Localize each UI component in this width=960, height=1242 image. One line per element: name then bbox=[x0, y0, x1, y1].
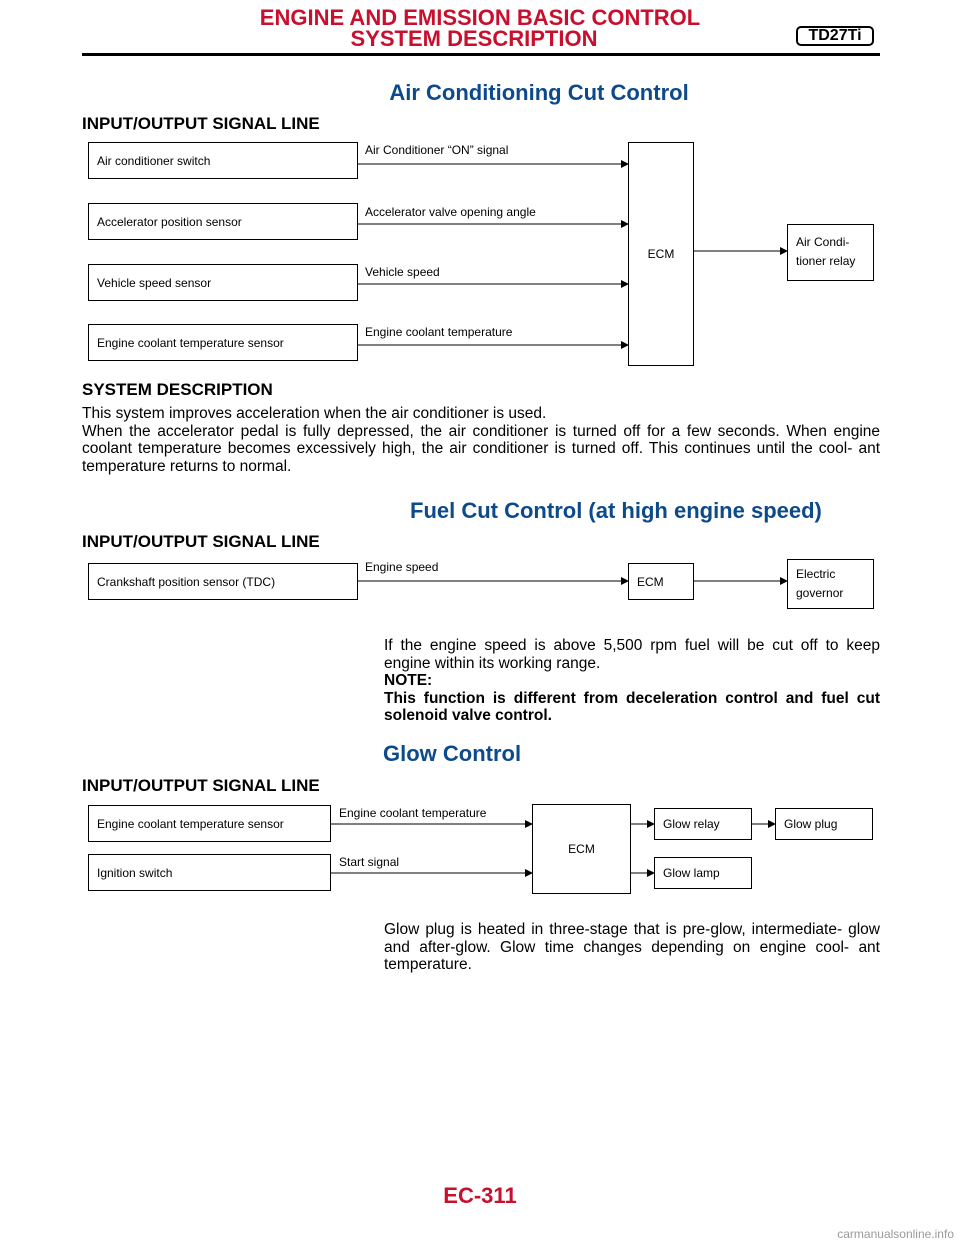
glow-coolant-signal-label: Engine coolant temperature bbox=[339, 806, 487, 820]
fuel-cut-text bbox=[384, 637, 880, 725]
start-signal-label: Start signal bbox=[339, 855, 400, 869]
fuel-cut-title: Fuel Cut Control (at high engine speed) bbox=[410, 498, 822, 523]
governor-line1: Electric bbox=[796, 567, 836, 581]
fuel-cut-ecm-box: ECM bbox=[628, 563, 694, 600]
ac-cut-io-heading: INPUT/OUTPUT SIGNAL LINE bbox=[82, 114, 320, 133]
page-number: EC-311 bbox=[443, 1183, 517, 1208]
ac-switch-box: Air conditioner switch bbox=[88, 142, 358, 179]
watermark: carmanualsonline.info bbox=[837, 1227, 954, 1241]
glow-control-title: Glow Control bbox=[383, 741, 522, 766]
vehicle-speed-signal-label: Vehicle speed bbox=[365, 265, 440, 279]
header-title-line2: SYSTEM DESCRIPTION bbox=[350, 26, 598, 51]
engine-speed-signal-label: Engine speed bbox=[365, 560, 439, 574]
vehicle-speed-sensor-box: Vehicle speed sensor bbox=[88, 264, 358, 301]
ac-description-para1: This system improves acceleration when the air conditioner is used. bbox=[82, 405, 547, 422]
glow-plug-box: Glow plug bbox=[775, 808, 873, 840]
ac-relay-line2: tioner relay bbox=[796, 254, 856, 268]
governor-line2: governor bbox=[796, 586, 844, 600]
ac-ecm-box: ECM bbox=[628, 142, 694, 366]
electric-governor-box bbox=[787, 559, 874, 609]
glow-lamp-box: Glow lamp bbox=[654, 857, 752, 889]
glow-coolant-sensor-box: Engine coolant temperature sensor bbox=[88, 805, 331, 842]
coolant-temp-sensor-box: Engine coolant temperature sensor bbox=[88, 324, 358, 361]
ac-relay-box bbox=[787, 224, 874, 281]
header-title-line1: ENGINE AND EMISSION BASIC CONTROL bbox=[259, 5, 701, 30]
header-rule bbox=[82, 53, 880, 56]
model-badge: TD27Ti bbox=[796, 26, 874, 46]
fuel-cut-note: This function is different from deceleration control and fuel cut solenoid valve control. bbox=[384, 689, 880, 724]
crankshaft-sensor-box: Crankshaft position sensor (TDC) bbox=[88, 563, 358, 600]
glow-io-heading: INPUT/OUTPUT SIGNAL LINE bbox=[82, 776, 320, 795]
ac-cut-title: Air Conditioning Cut Control bbox=[389, 80, 689, 105]
fuel-cut-io-heading: INPUT/OUTPUT SIGNAL LINE bbox=[82, 532, 320, 551]
ac-description-text bbox=[82, 405, 880, 475]
accel-angle-signal-label: Accelerator valve opening angle bbox=[365, 205, 536, 219]
glow-relay-box: Glow relay bbox=[654, 808, 752, 840]
fuel-cut-note-label: NOTE: bbox=[384, 672, 433, 689]
coolant-temp-signal-label: Engine coolant temperature bbox=[365, 325, 513, 339]
accel-sensor-box: Accelerator position sensor bbox=[88, 203, 358, 240]
ac-description-para2: When the accelerator pedal is fully depressed, the air conditioner is turned off for a few seconds. When engine coolant temperature becomes excessively high, the air conditioner is turned off. This continues until the cool- ant temperature returns to normal. bbox=[82, 422, 880, 475]
ac-system-description-heading: SYSTEM DESCRIPTION bbox=[82, 380, 273, 399]
ignition-switch-box: Ignition switch bbox=[88, 854, 331, 891]
glow-description-text: Glow plug is heated in three-stage that is pre-glow, intermediate- glow and after-glow. Glow time changes depending on engine cool- ant temperature. bbox=[384, 921, 880, 973]
glow-ecm-box: ECM bbox=[532, 804, 631, 894]
ac-relay-line1: Air Condi- bbox=[796, 235, 850, 249]
ac-on-signal-label: Air Conditioner “ON” signal bbox=[365, 143, 509, 157]
fuel-cut-para: If the engine speed is above 5,500 rpm fuel will be cut off to keep engine within its working range. bbox=[384, 637, 880, 672]
